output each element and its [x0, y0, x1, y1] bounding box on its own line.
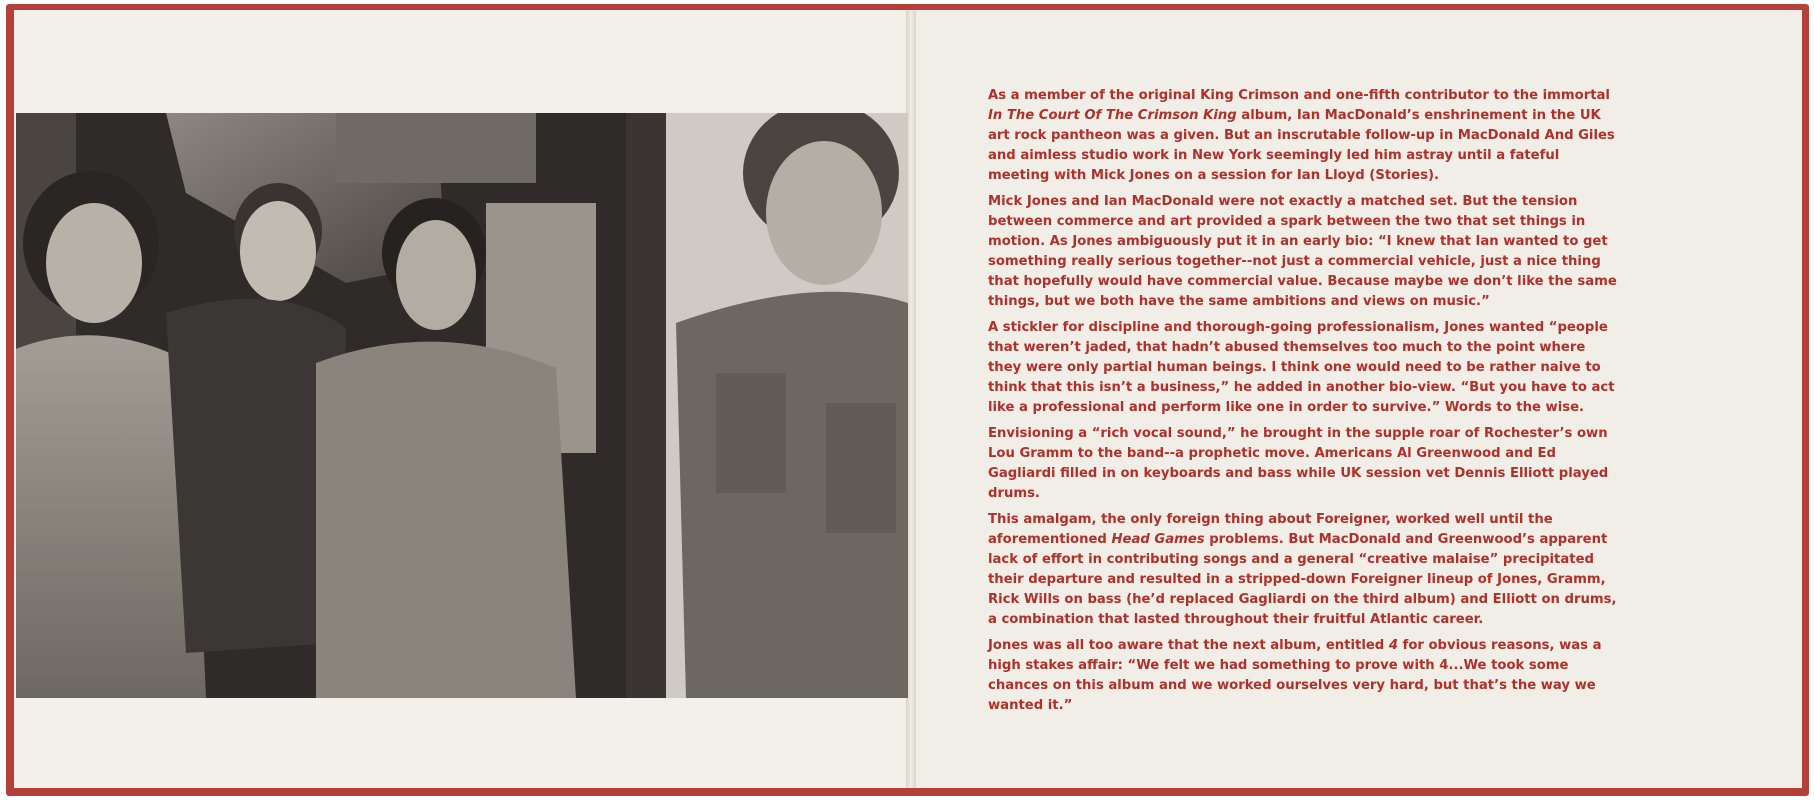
band-photo	[16, 113, 908, 698]
italic-title: In The Court Of The Crimson King	[988, 108, 1237, 123]
italic-title: 4	[1388, 638, 1399, 653]
paragraph-text: problems. But MacDonald and Greenwood’s apparent lack of effort in contributing songs and a general “creative malaise” precipitated their departure and resulted in a stripped-down Foreigner lineup of Jones, Gramm, Rick Wills on bass (he’d replaced Gagliardi on the third album) and Elliott on drums, a combination that lasted throughout their fruitful Atlantic career.	[988, 532, 1617, 627]
paragraph-text: for obvious reasons, was a high stakes affair: “We felt we had something to prove with 4...We took some chances on this album and we worked ourselves very hard, but that’s the way we wanted it.”	[988, 638, 1602, 713]
article-text	[988, 86, 1622, 722]
italic-title: Head Games	[1111, 532, 1205, 547]
paragraph-text: Jones was all too aware that the next album, entitled	[988, 638, 1389, 653]
article-paragraph-4	[988, 424, 1622, 504]
paragraph-text: This amalgam, the only foreign thing about Foreigner, worked well until the aforementioned	[988, 512, 1553, 547]
article-paragraph-3	[988, 318, 1622, 418]
article-paragraph-1	[988, 86, 1622, 186]
paragraph-text: A stickler for discipline and thorough-going professionalism, Jones wanted “people that weren’t jaded, that hadn’t abused themselves too much to the point where they were only partial human beings. I think one would need to be rather naive to think that this isn’t a business,” he added in another bio-view. “But you have to act like a professional and perform like one in order to survive.” Words to the wise.	[988, 320, 1615, 415]
article-paragraph-6	[988, 636, 1622, 716]
paragraph-text: Envisioning a “rich vocal sound,” he brought in the supple roar of Rochester’s own Lou Gramm to the band--a prophetic move. Americans Al Greenwood and Ed Gagliardi filled in on keyboards and bass while UK session vet Dennis Elliott played drums.	[988, 426, 1609, 501]
paragraph-text: Mick Jones and Ian MacDonald were not exactly a matched set. But the tension between commerce and art provided a spark between the two that set things in motion. As Jones ambiguously put it in an early bio: “I knew that Ian wanted to get something really serious together--not just a commercial vehicle, just a nice thing that hopefully would have commercial value. Because maybe we don’t like the same things, but we both have the same ambitions and views on music.”	[988, 194, 1617, 309]
article-paragraph-5	[988, 510, 1622, 630]
article-paragraph-2	[988, 192, 1622, 312]
paragraph-text: album, Ian MacDonald’s enshrinement in the UK art rock pantheon was a given. But an inscrutable follow-up in MacDonald And Giles and aimless studio work in New York seemingly led him astray until a fateful meeting with Mick Jones on a session for Ian Lloyd (Stories).	[988, 108, 1615, 183]
paragraph-text: As a member of the original King Crimson and one-fifth contributor to the immortal	[988, 88, 1610, 103]
